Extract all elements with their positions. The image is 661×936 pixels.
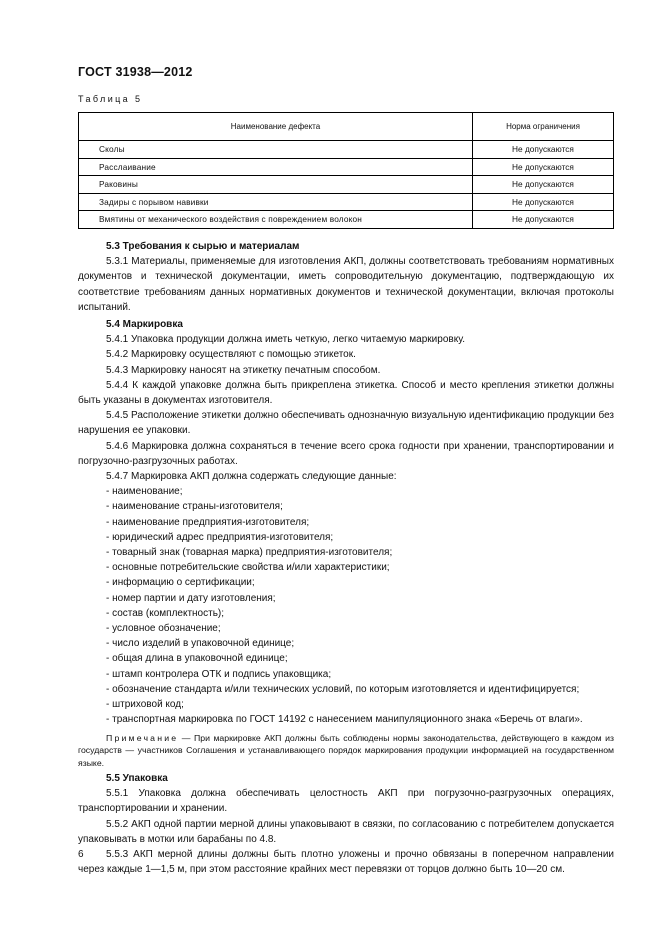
list-item: - состав (комплектность); — [106, 607, 225, 619]
table-row — [79, 176, 614, 194]
paragraph-5-4-2: 5.4.2 Маркировку осуществляют с помощью этикеток. — [106, 349, 356, 361]
note-label: Примечание — [106, 732, 179, 743]
list-item: - наименование; — [106, 486, 183, 498]
list-item: - штриховой код; — [106, 699, 184, 711]
paragraph-5-3-1: 5.3.1 Материалы, применяемые для изготовления АКП, должны соответствовать требованиям нормативных документов и технической документации, иметь сопроводительную документацию, подтверждающую их соответствие требованиям данных нормативных документов и технической документации, включая протоколы испытаний. — [78, 256, 614, 313]
list-item: - товарный знак (товарная марка) предприятия-изготовителя; — [106, 547, 393, 559]
norm-cell: Не допускаются — [473, 158, 614, 176]
list-item: - число изделий в упаковочной единице; — [106, 638, 295, 650]
note — [78, 732, 614, 770]
table-header-row — [79, 113, 614, 141]
norm-cell: Не допускаются — [473, 176, 614, 194]
defect-name-cell: Задиры с порывом навивки — [79, 193, 473, 211]
table-row — [79, 158, 614, 176]
table-row — [79, 141, 614, 159]
paragraph-5-5-3: 5.5.3 АКП мерной длины должны быть плотно уложены и прочно обвязаны в поперечном направлении через каждые 1—1,5 м, при этом расстояние крайних мест перевязки от торцов должно быть 10—20 см. — [78, 849, 614, 876]
table-row — [79, 193, 614, 211]
column-header-defect: Наименование дефекта — [79, 113, 473, 141]
defects-table — [78, 112, 614, 229]
column-header-norm: Норма ограничения — [473, 113, 614, 141]
paragraph-5-4-1: 5.4.1 Упаковка продукции должна иметь четкую, легко читаемую маркировку. — [106, 334, 465, 346]
section-heading-5-5: 5.5 Упаковка — [106, 773, 168, 784]
defect-name-cell: Расслаивание — [79, 158, 473, 176]
list-item: - штамп контролера ОТК и подпись упаковщика; — [106, 668, 332, 680]
list-item: - номер партии и дату изготовления; — [106, 592, 276, 604]
paragraph-5-5-2: 5.5.2 АКП одной партии мерной длины упаковывают в связки, по согласованию с потребителем допускается упаковывать в мотки или барабаны по 4.8. — [78, 818, 614, 845]
paragraph-5-5-1: 5.5.1 Упаковка должна обеспечивать целостность АКП при погрузочно-разгрузочных операциях, транспортировании и хранении. — [78, 788, 614, 815]
document-header: ГОСТ 31938—2012 — [78, 65, 193, 79]
norm-cell: Не допускаются — [473, 193, 614, 211]
section-heading-5-4: 5.4 Маркировка — [106, 319, 183, 331]
table-row — [79, 211, 614, 229]
defect-name-cell: Вмятины от механического воздействия с повреждением волокон — [79, 211, 473, 229]
list-item: - информацию о сертификации; — [106, 577, 255, 589]
norm-cell: Не допускаются — [473, 141, 614, 159]
list-item: - обозначение стандарта и/или технических условий, по которым изготовляется и идентифицируется; — [106, 683, 580, 695]
page-number: 6 — [78, 849, 84, 860]
list-item: - наименование предприятия-изготовителя; — [106, 516, 310, 528]
paragraph-5-4-5: 5.4.5 Расположение этикетки должно обеспечивать однозначную визуальную идентификацию продукции без нарушения ее упаковки. — [78, 410, 614, 437]
defect-name-cell: Раковины — [79, 176, 473, 194]
list-item: - транспортная маркировка по ГОСТ 14192 с нанесением манипуляционного знака «Беречь от влаги». — [106, 714, 583, 726]
list-item: - общая длина в упаковочной единице; — [106, 653, 288, 665]
note-text: — При маркировке АКП должны быть соблюдены нормы законодательства, действующего в каждом из государств — участников Соглашения и устанавливающего порядок маркирования продукции информацией на государственном языке. — [78, 732, 614, 768]
paragraph-5-4-3: 5.4.3 Маркировку наносят на этикетку печатным способом. — [106, 364, 381, 376]
table-caption: Таблица 5 — [78, 94, 143, 104]
norm-cell: Не допускаются — [473, 211, 614, 229]
document-body — [78, 237, 614, 877]
list-item: - основные потребительские свойства и/или характеристики; — [106, 562, 390, 574]
list-item: - условное обозначение; — [106, 623, 221, 635]
section-heading-5-3: 5.3 Требования к сырью и материалам — [106, 241, 300, 252]
paragraph-5-4-7: 5.4.7 Маркировка АКП должна содержать следующие данные: — [106, 471, 397, 483]
list-item: - наименование страны-изготовителя; — [106, 501, 283, 513]
list-item: - юридический адрес предприятия-изготовителя; — [106, 531, 334, 543]
paragraph-5-4-4: 5.4.4 К каждой упаковке должна быть прикреплена этикетка. Способ и место крепления этикетки должны быть указаны в документах изготовителя. — [78, 379, 614, 407]
paragraph-5-4-6: 5.4.6 Маркировка должна сохраняться в течение всего срока годности при хранении, транспортировании и погрузочно-разгрузочных работах. — [78, 440, 614, 467]
defect-name-cell: Сколы — [79, 141, 473, 159]
